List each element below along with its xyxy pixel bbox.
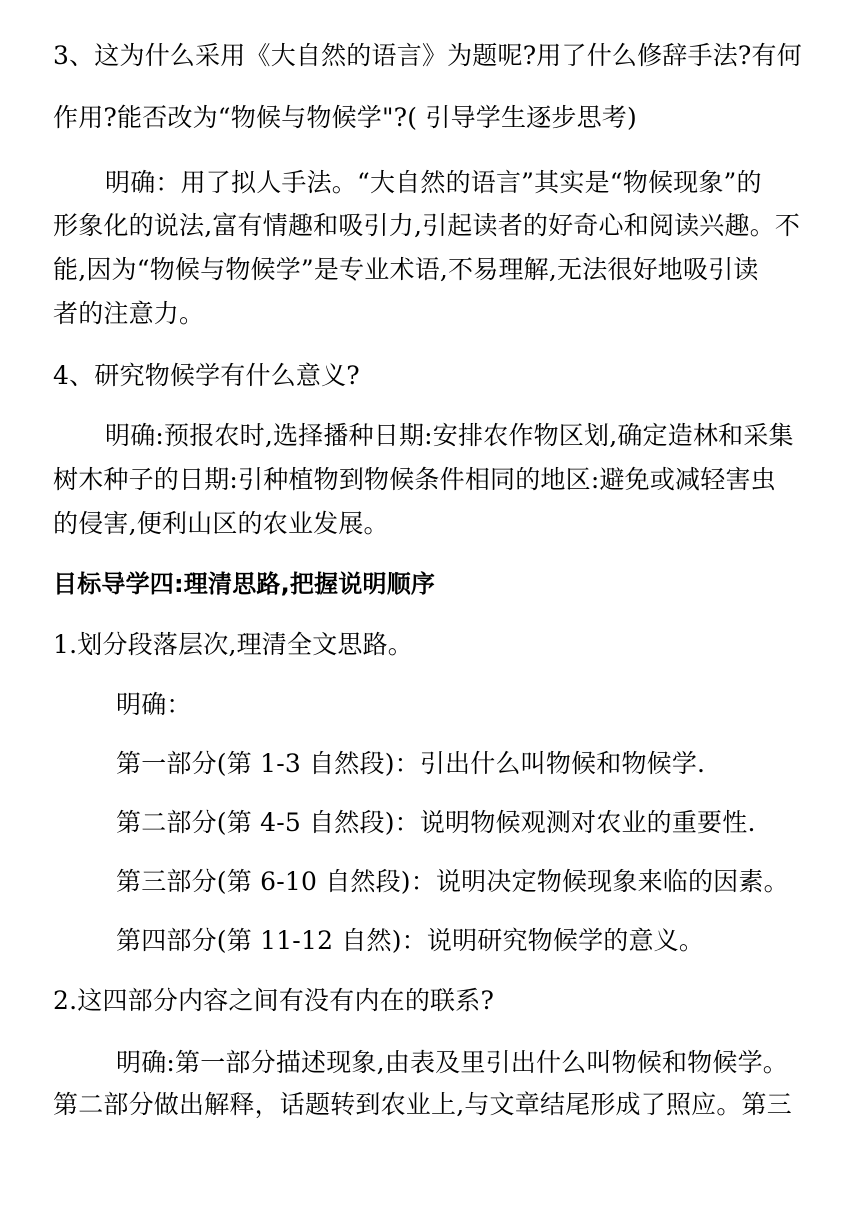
question-3-line-2: 作用?能否改为“物候与物候学"?( 引导学生逐步思考) bbox=[53, 103, 637, 132]
item-2-question: 2.这四部分内容之间有没有内在的联系? bbox=[53, 986, 495, 1015]
part-3-line: 第三部分(第 6-10 自然段)：说明决定物候现象来临的因素。 bbox=[116, 867, 789, 896]
question-4-line: 4、研究物候学有什么意义? bbox=[53, 361, 360, 390]
item-1-answer-label: 明确： bbox=[116, 690, 192, 719]
part-1-line: 第一部分(第 1-3 自然段)：引出什么叫物候和物候学. bbox=[116, 749, 706, 778]
item-2-answer-line-2: 第二部分做出解释，话题转到农业上,与文章结尾形成了照应。第三 bbox=[53, 1090, 792, 1119]
answer-3-line-4: 者的注意力。 bbox=[53, 299, 205, 328]
answer-4-line-2: 树木种子的日期:引种植物到物候条件相同的地区:避免或减轻害虫 bbox=[53, 465, 776, 494]
answer-3-line-3: 能,因为“物候与物候学”是专业术语,不易理解,无法很好地吸引读 bbox=[53, 255, 759, 284]
answer-4-line-3: 的侵害,便利山区的农业发展。 bbox=[53, 509, 389, 538]
part-2-line: 第二部分(第 4-5 自然段)：说明物候观测对农业的重要性. bbox=[116, 808, 756, 837]
answer-3-line-2: 形象化的说法,富有情趣和吸引力,引起读者的好奇心和阅读兴趣。不 bbox=[53, 211, 801, 240]
answer-3-line-1: 明确：用了拟人手法。“大自然的语言”其实是“物候现象”的 bbox=[105, 168, 762, 197]
item-2-answer-line-1: 明确:第一部分描述现象,由表及里引出什么叫物候和物候学。 bbox=[116, 1048, 788, 1077]
section-heading: 目标导学四:理清思路,把握说明顺序 bbox=[53, 570, 436, 598]
item-1-question: 1.划分段落层次,理清全文思路。 bbox=[53, 630, 414, 659]
answer-4-line-1: 明确:预报农时,选择播种日期:安排农作物区划,确定造林和采集 bbox=[105, 421, 794, 450]
part-4-line: 第四部分(第 11-12 自然)：说明研究物候学的意义。 bbox=[116, 926, 705, 955]
question-3-line-1: 3、这为什么采用《大自然的语言》为题呢?用了什么修辞手法?有何 bbox=[53, 41, 802, 70]
